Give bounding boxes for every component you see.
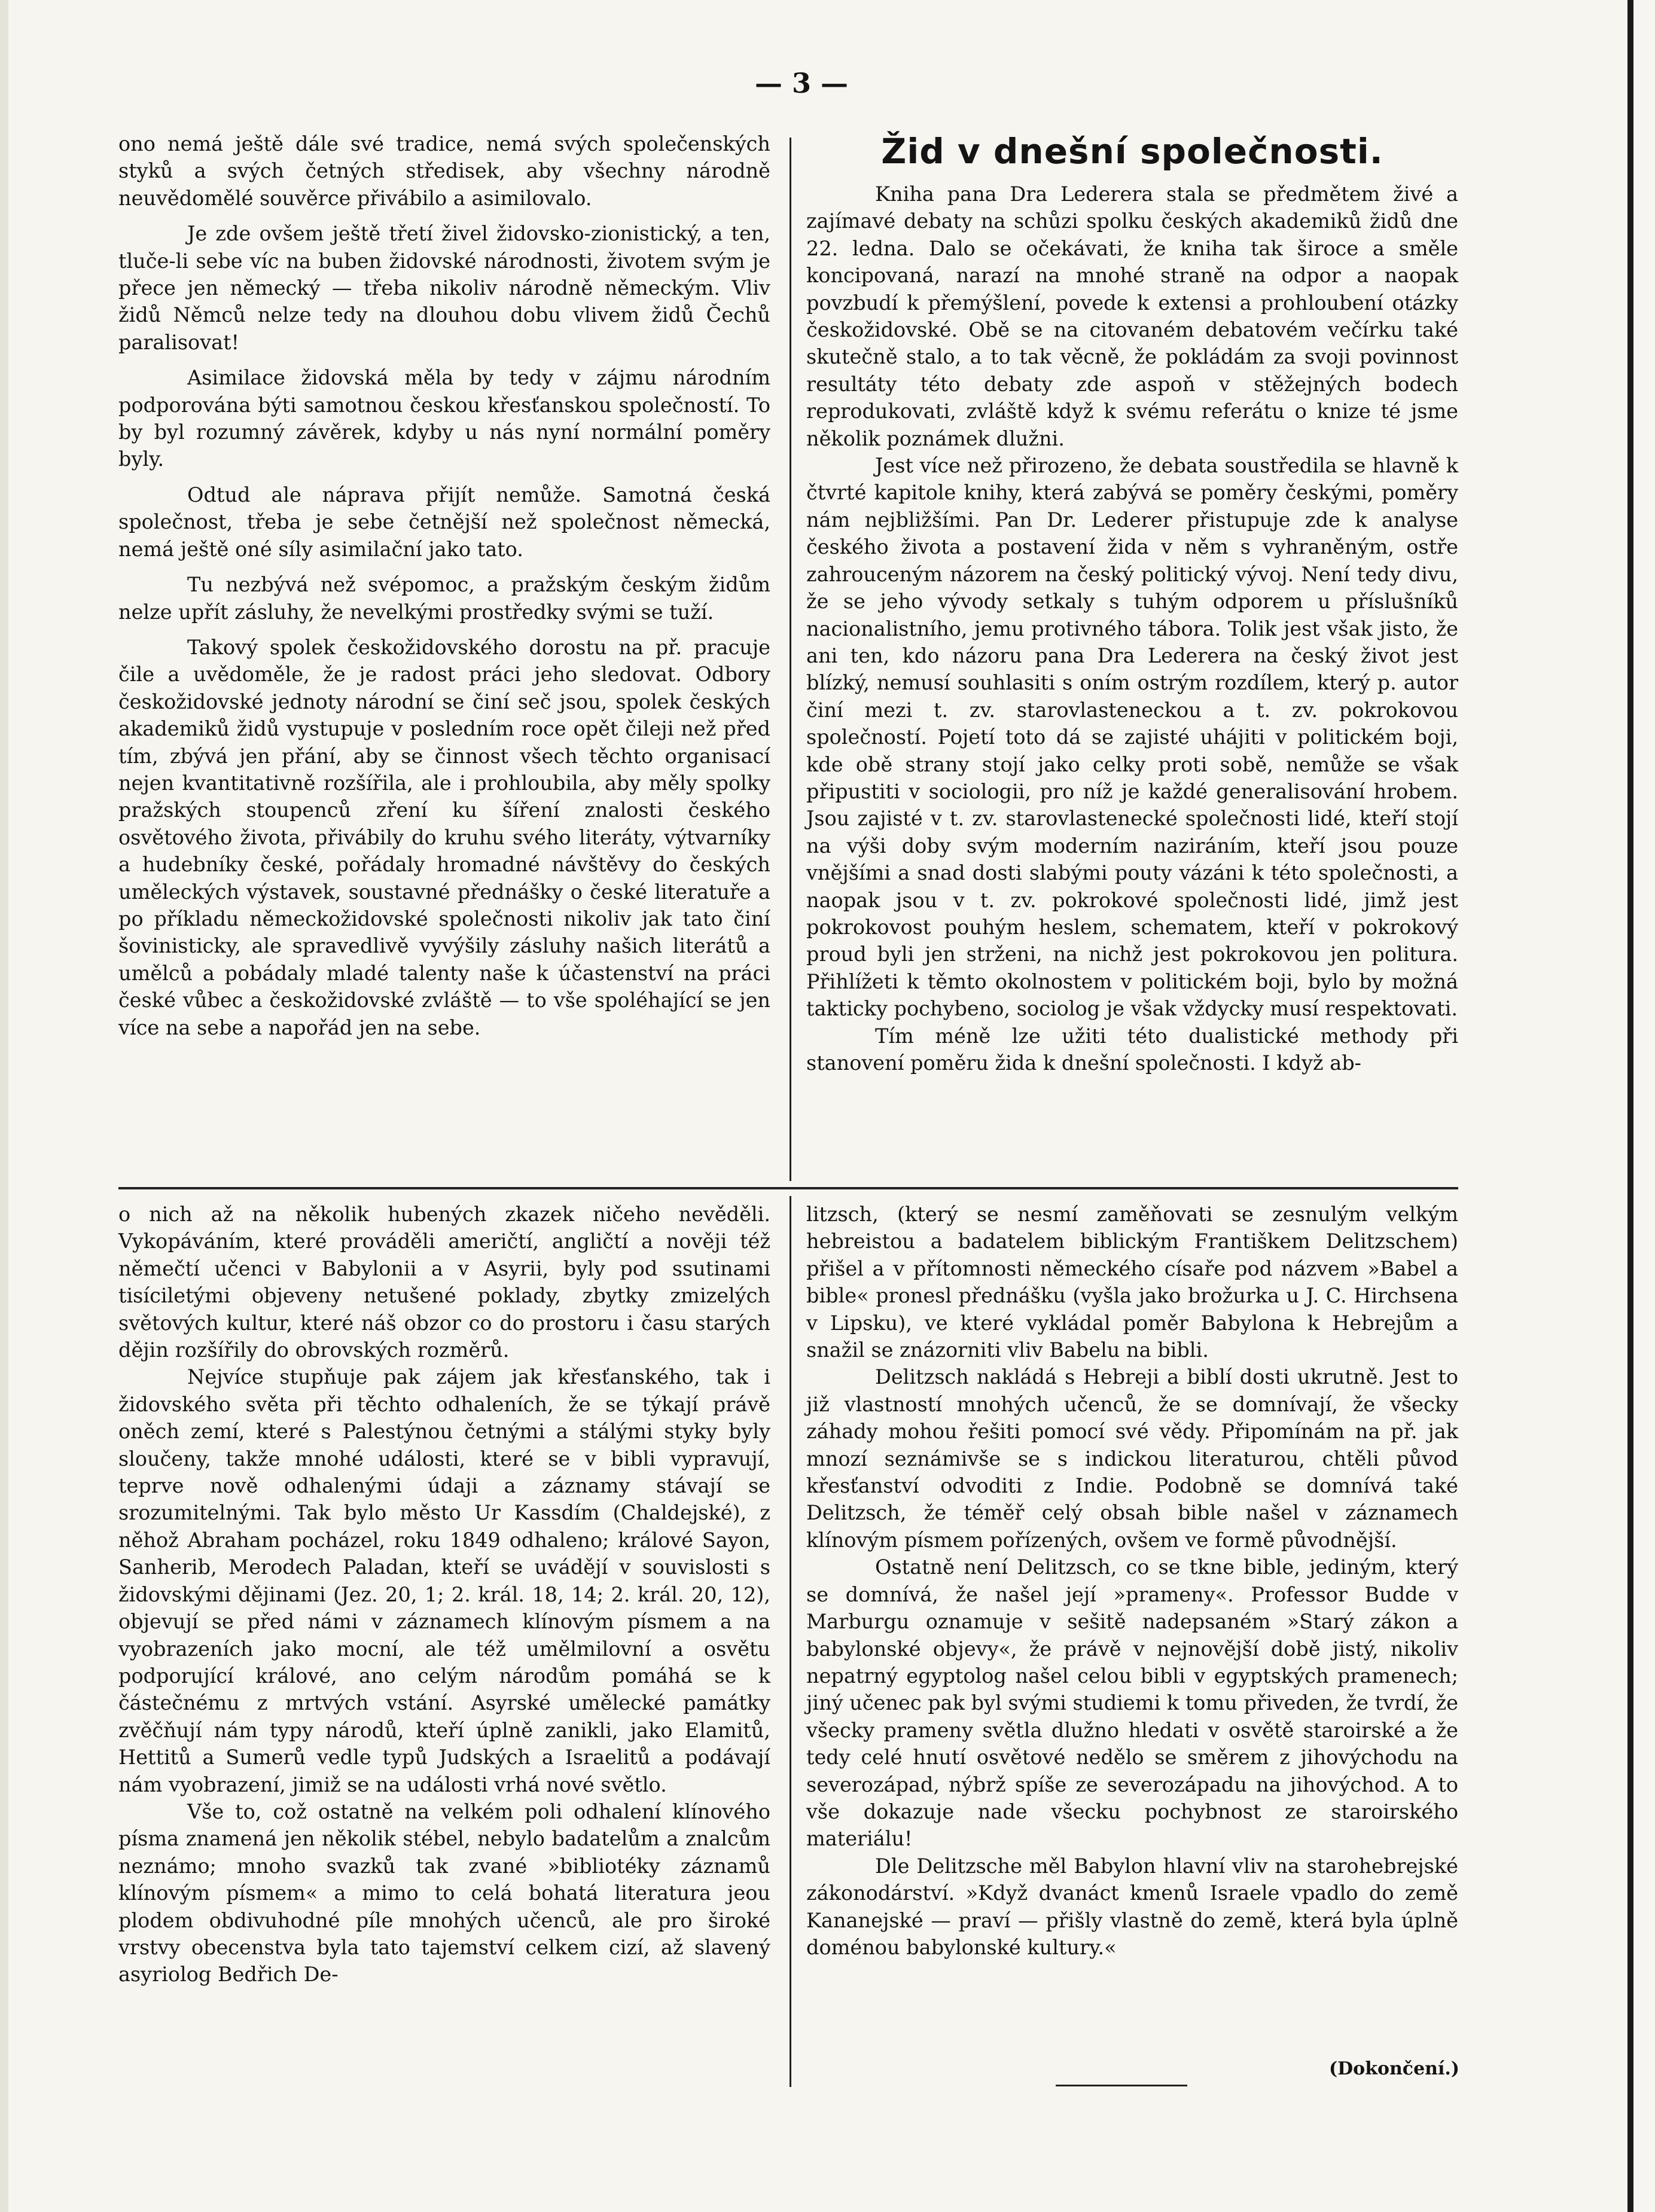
article-heading: Žid v dnešní společnosti.	[881, 131, 1383, 172]
paragraph: Tu nezbývá než svépomoc, a pražským českým židům nelze upřít zásluhy, že nevelkými prostředky svými se tuží.	[118, 573, 770, 624]
end-rule	[1056, 2085, 1187, 2086]
continuation-note: (Dokončení.)	[1328, 2058, 1459, 2079]
paragraph: Je zde ovšem ještě třetí živel židovsko-zionistický, a ten, tluče-li sebe víc na buben židovské národnosti, životem svým je přece jen německý — třeba nikoliv národně německým. Vliv židů Němců nelze tedy na dlouhou dobu vlivem židů Čechů paralisovat!	[118, 222, 770, 354]
column-top-left	[118, 130, 770, 1041]
paragraph: Dle Delitzsche měl Babylon hlavní vliv na starohebrejské zákonodárství. »Když dvanáct kmenů Israele vpadlo do země Kananejské — praví — přišly vlastně do země, která byla úplně doménou babylonské kultury.«	[806, 1854, 1458, 1959]
paragraph: litzsch, (který se nesmí zaměňovati se zesnulým velkým hebreistou a badatelem biblickým Františkem Delitzschem) přišel a v přítomnosti německého císaře pod názvem »Babel a bible« pronesl přednášku (vyšla jako brožurka u J. C. Hirchsena v Lipsku), ve které vykládal poměr Babylona k Hebrejům a snažil se znázorniti vliv Babelu na bibli.	[806, 1203, 1458, 1362]
column-divider-top	[790, 138, 791, 1181]
paragraph: Nejvíce stupňuje pak zájem jak křesťanského, tak i židovského světa při těchto odhaleních, že se týkají právě oněch zemí, které s Palestýnou četnými a stálými styky byly sloučeny, takže mnohé události, které se v bibli vypravují, teprve nově odhalenými údaji a záznamy stávají se srozumitelnými. Tak bylo město Ur Kassdím (Chaldejské), z něhož Abraham pocházel, roku 1849 odhaleno; králové Sayon, Sanherib, Merodech Paladan, kteří se uvádějí v souvislosti s židovskými dějinami (Jez. 20, 1; 2. král. 18, 14; 2. král. 20, 12), objevují se před námi v záznamech klínovým písmem a na vyobrazeních jako mocní, ale též umělmilovní a osvětu podporující králové, ano celým národům pomáhá se k částečnému z mrtvých vstání. Asyrské umělecké památky zvěčňují nám typy národů, kteří úplně zanikli, jako Elamitů, Hettitů a Sumerů vedle typů Judských a Israelitů a podávají nám vyobrazení, jimiž se na události vrhá nové světlo.	[118, 1365, 770, 1796]
paragraph: Asimilace židovská měla by tedy v zájmu národním podporována býti samotnou českou křesťanskou společností. To by byl rozumný závěrek, kdyby u nás nyní normální poměry byly.	[118, 366, 770, 471]
paragraph: Takový spolek českožidovského dorostu na př. pracuje čile a uvědoměle, že je radost práci jeho sledovat. Odbory českožidovské jednoty národní se činí seč jsou, spolek českých akademiků židů vystupuje v posledním roce opět čileji než před tím, zbývá jen přání, aby se činnost všech těchto organisací nejen kvantitativně rozšířila, ale i prohloubila, aby měly spolky pražských stoupenců zření ku šíření znalosti českého osvětového života, přivábily do kruhu svého literáty, výtvarníky a hudebníky české, pořádaly hromadné návštěvy do českých uměleckých výstavek, soustavné přednášky o české literatuře a po příkladu německožidovské společnosti nikoliv jak tato činí šovinisticky, ale spravedlivě vyvýšily zásluhy našich literátů a umělců a pobádaly mladé talenty naše k účastenství na práci české vůbec a českožidovské zvláště — to vše spoléhající se jen více na sebe a napořád jen na sebe.	[118, 635, 770, 1039]
page-number: — 3 —	[754, 67, 849, 99]
section-divider	[118, 1187, 1458, 1189]
page-left-edge	[0, 0, 8, 2212]
column-bottom-right	[806, 1201, 1458, 1961]
paragraph: Kniha pana Dra Lederera stala se předmětem živé a zajímavé debaty na schůzi spolku českých akademiků židů dne 22. ledna. Dalo se očekávati, že kniha tak široce a směle koncipovaná, narazí na mnohé straně na odpor a naopak povzbudí k přemýšlení, povede k extensi a prohloubení otázky českožidovské. Obě se na citovaném debatovém večírku také skutečně stalo, a to tak věcně, že pokládám za svoji povinnost resultáty této debaty zde aspoň v stěžejných bodech reprodukovati, zvláště když k svému referátu o knize té jsme několik poznámek dlužni.	[806, 182, 1458, 450]
paragraph: ono nemá ještě dále své tradice, nemá svých společenských styků a svých četných středisek, aby všechny národně neuvědomělé souvěrce přivábilo a asimilovalo.	[118, 132, 770, 210]
column-top-right	[806, 130, 1458, 1076]
paragraph: Tím méně lze užiti této dualistické methody při stanovení poměru žida k dnešní společnosti. I když ab-	[806, 1024, 1458, 1075]
paragraph: o nich až na několik hubených zkazek ničeho nevěděli. Vykopáváním, které prováděli američtí, angličtí a nověji též němečtí učenci v Babylonii a v Asyrii, byly pod ssutinami tisíciletými objeveny netušené poklady, zbytky zmizelých světových kultur, které náš obzor co do prostoru i času starých dějin rozšířily do obrovských rozměrů.	[118, 1203, 770, 1362]
column-bottom-left	[118, 1201, 770, 1988]
paragraph: Jest více než přirozeno, že debata soustředila se hlavně k čtvrté kapitole knihy, která zabývá se poměry českými, poměry nám nejbližšími. Pan Dr. Lederer přistupuje zde k analyse českého života a postavení žida v něm s vyhraněným, ostře zahrouceným názorem na český politický vývoj. Není tedy divu, že se jeho vývody setkaly s tuhým odporem u příslušníků nacionalistního, jemu protivného tábora. Tolik jest však jisto, že ani ten, kdo názoru pana Dra Lederera na český život jest blízký, nemusí souhlasiti s oním ostrým rozdílem, který p. autor činí mezi t. zv. starovlasteneckou a t. zv. pokrokovou společností. Pojetí toto dá se zajisté uhájiti v politickém boji, kde obě strany stojí jako celky proti sobě, nemůže se však připustiti v sociologii, pro níž je každé generalisování hrobem. Jsou zajisté v t. zv. starovlastenecké společnosti lidé, kteří stojí na výši doby svým moderním naziráním, kteří jsou pouze vnějšími a snad dosti slabými pouty vázáni k této společnosti, a naopak jsou v t. zv. pokrokové společnosti lidé, jimž jest pokrokovost pouhým heslem, schematem, kteří v pokrokový proud byli jen strženi, na nichž jest pokrokovou jen politura. Přihlížeti k těmto okolnostem v politickém boji, bylo by možná takticky pochybeno, sociolog je však vždycky musí respektovati.	[806, 454, 1458, 1021]
paragraph: Vše to, což ostatně na velkém poli odhalení klínového písma znamená jen několik stébel, nebylo badatelům a znalcům neznámo; mnoho svazků tak zvané »bibliotéky záznamů klínovým písmem« a mimo to celá bohatá literatura jeou plodem obdivuhodné píle mnohých učenců, ale pro široké vrstvy obecenstva byla tato tajemství celkem cizí, až slavený asyriolog Bedřich De-	[118, 1799, 770, 1987]
paragraph: Delitzsch nakládá s Hebreji a biblí dosti ukrutně. Jest to již vlastností mnohých učenců, že se domnívají, že všecky záhady mohou řešiti pomocí své vědy. Připomínám na př. jak mnozí seznámivše se s indickou literaturou, chtěli původ křesťanství odvoditi z Indie. Podobně se domnívá také Delitzsch, že téměř celý obsah bible našel v záznamech klínovým písmem pořízených, ovšem ve formě původnější.	[806, 1365, 1458, 1552]
paragraph: Ostatně není Delitzsch, co se tkne bible, jediným, který se domnívá, že našel její »prameny«. Professor Budde v Marburgu oznamuje v sešitě nadepsaném »Starý zákon a babylonské objevy«, že právě v nejnovější době jistý, nikoliv nepatrný egyptolog našel celou bibli v egyptských pramenech; jiný učenec pak byl svými studiemi k tomu přiveden, že tvrdí, že všecky prameny světla dlužno hledati v osvětě staroirské a že tedy celé hnutí osvětové nedělo se směrem z jihovýchodu na severozápad, nýbrž spíše ze severozápadu na jihovýchod. A to vše dokazuje nade všecku pochybnost ze staroirského materiálu!	[806, 1555, 1458, 1851]
paragraph: Odtud ale náprava přijít nemůže. Samotná česká společnost, třeba je sebe četnější než společnost německá, nemá ještě oné síly asimilační jako tato.	[118, 483, 770, 561]
column-divider-bottom	[790, 1196, 791, 2087]
page-right-border	[1627, 0, 1633, 2212]
